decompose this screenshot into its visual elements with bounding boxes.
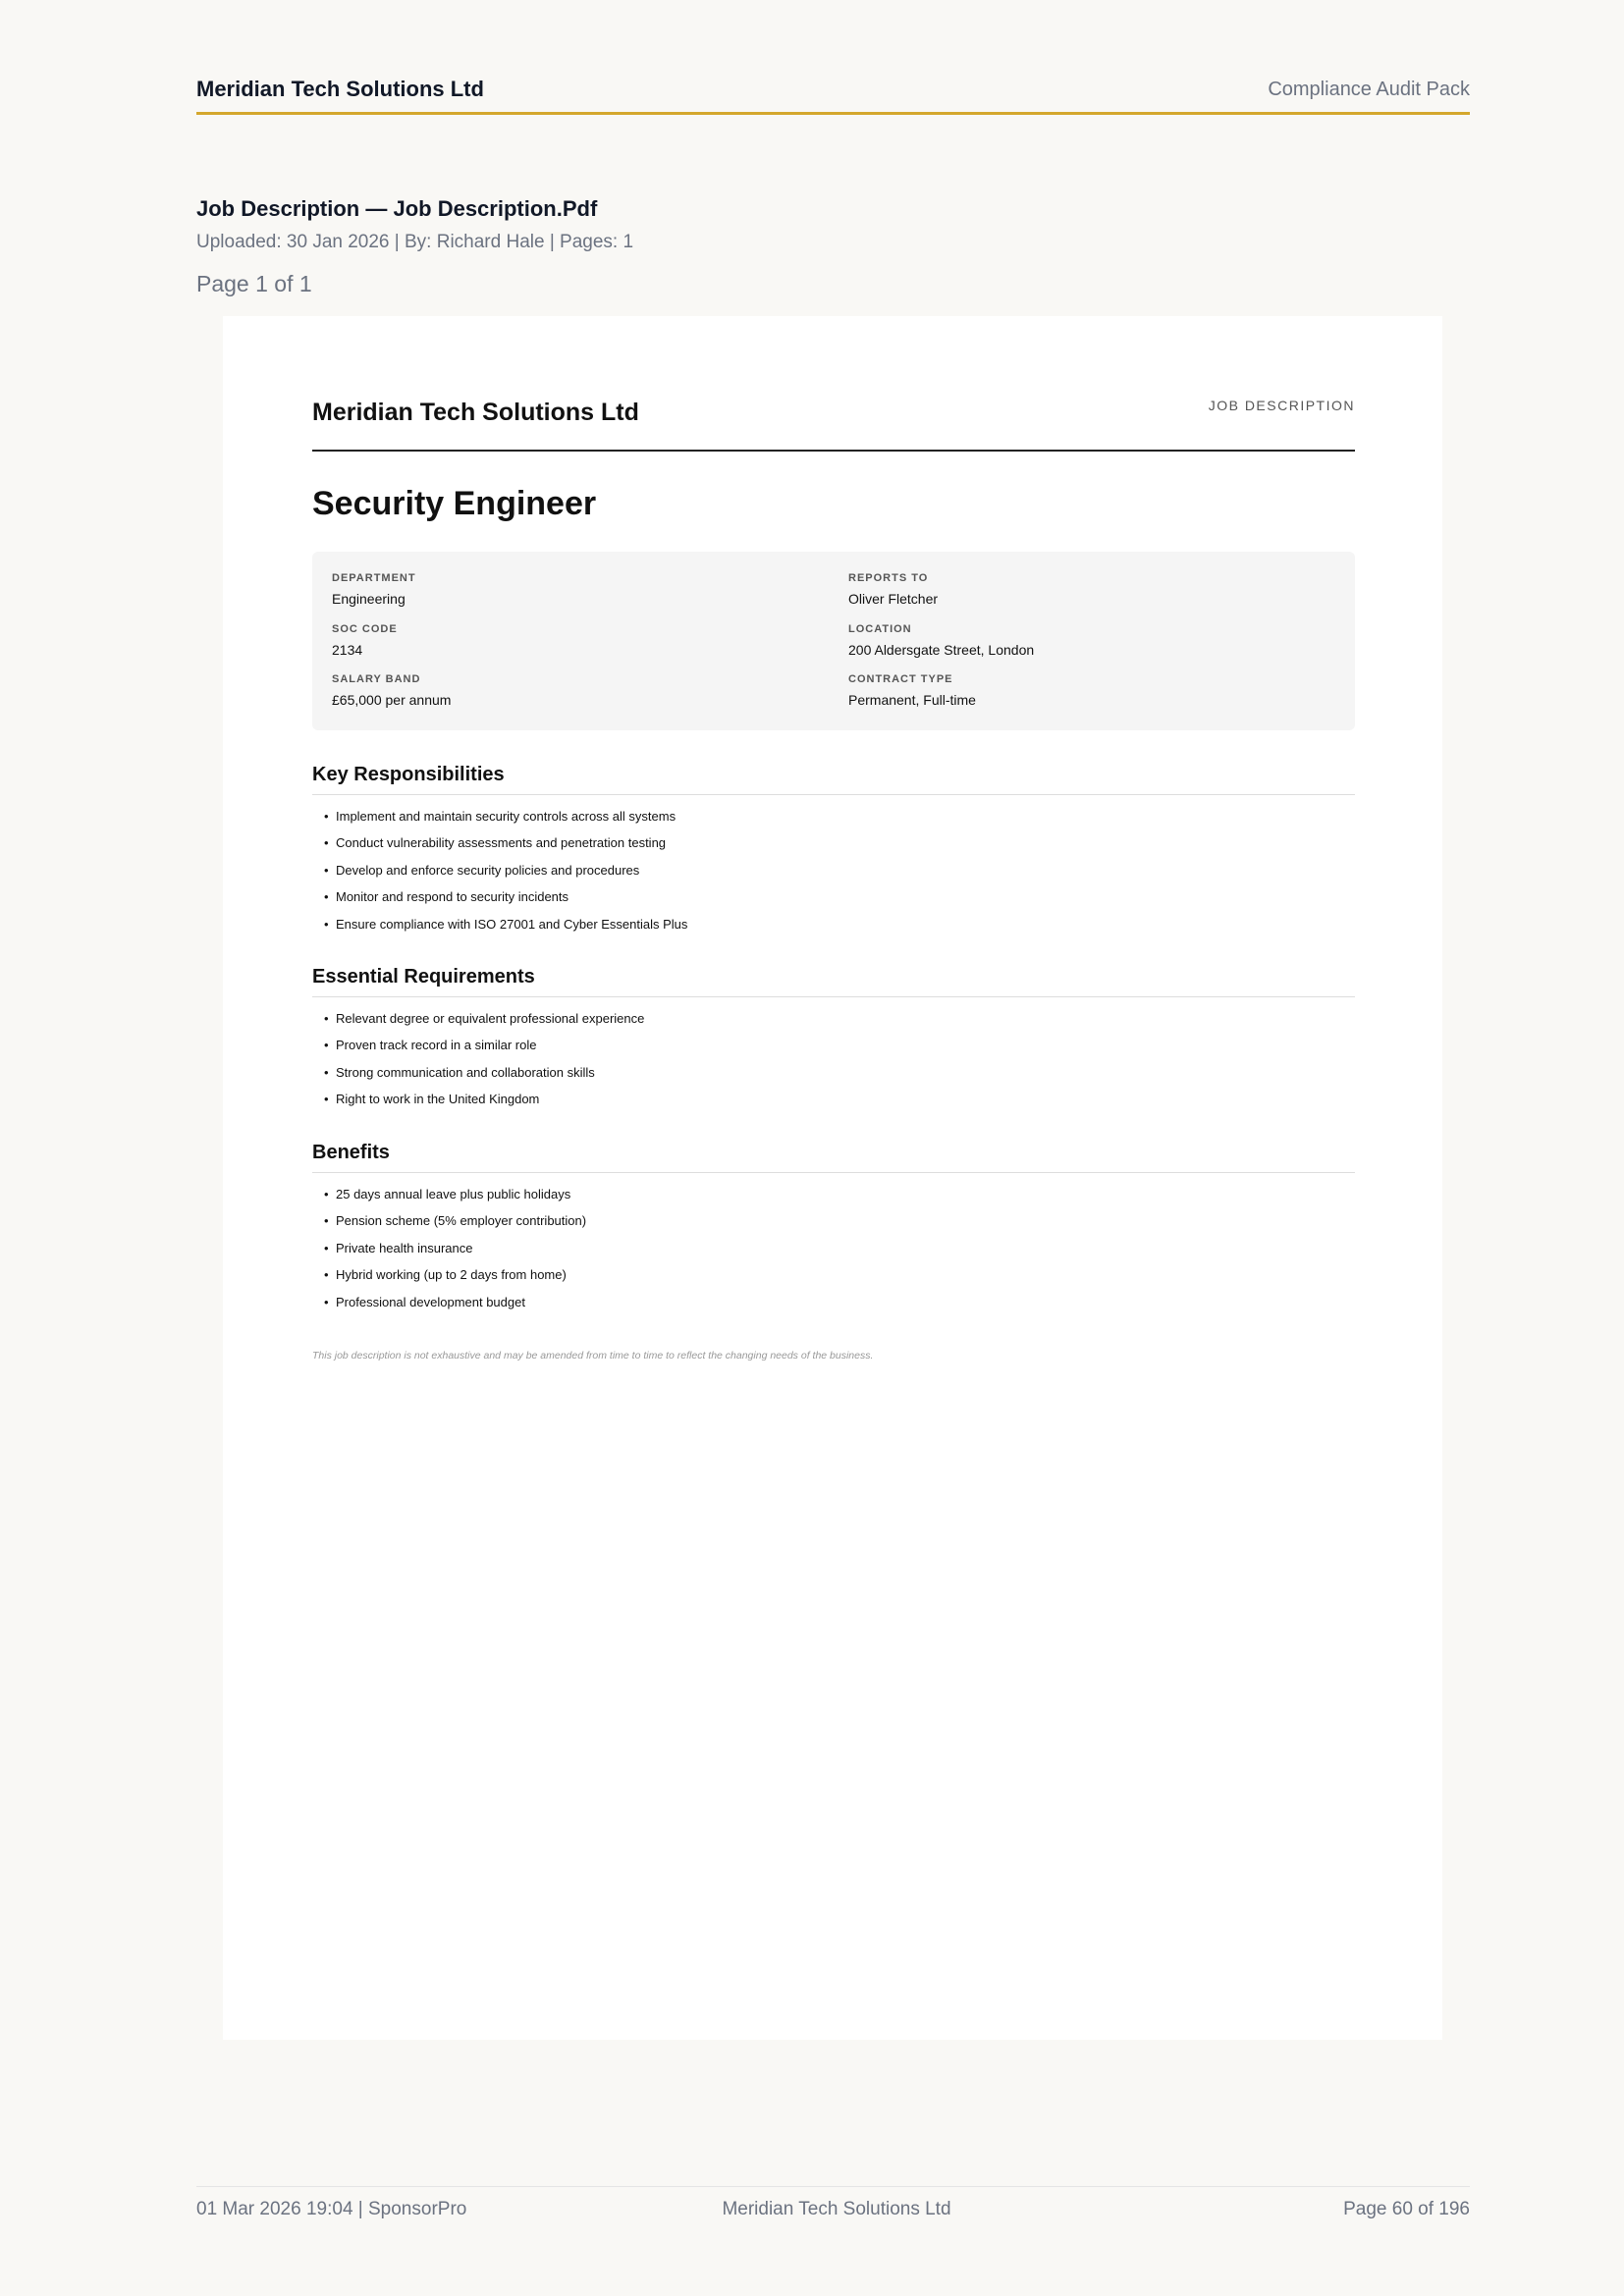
- list-item: • Develop and enforce security policies and procedures: [336, 863, 1355, 889]
- field-label: CONTRACT TYPE: [848, 673, 953, 685]
- footer-timestamp: 01 Mar 2026 19:04 | SponsorPro: [196, 2199, 467, 2219]
- footer-divider: [196, 2186, 1470, 2187]
- section-heading: Key Responsibilities: [312, 764, 1355, 795]
- field-label: SOC CODE: [332, 623, 398, 635]
- list-item: • Hybrid working (up to 2 days from home): [336, 1267, 1355, 1294]
- section-benefits: [312, 1142, 1355, 1321]
- field-label: LOCATION: [848, 623, 912, 635]
- section-essential-requirements: [312, 966, 1355, 1119]
- paper-company: Meridian Tech Solutions Ltd: [312, 399, 639, 426]
- list-item: • Conduct vulnerability assessments and penetration testing: [336, 835, 1355, 862]
- field-reports-to: [848, 572, 938, 607]
- page-indicator: Page 1 of 1: [196, 271, 312, 296]
- field-department: [332, 572, 416, 607]
- field-value: £65,000 per annum: [332, 692, 452, 708]
- section-key-responsibilities: [312, 764, 1355, 943]
- document-page: [223, 316, 1442, 2040]
- list-item: • Relevant degree or equivalent professional experience: [336, 1011, 1355, 1038]
- details-box: [312, 552, 1355, 730]
- field-value: 2134: [332, 642, 363, 658]
- list-item: • Monitor and respond to security incidents: [336, 889, 1355, 916]
- section-heading: Benefits: [312, 1142, 1355, 1173]
- field-label: DEPARTMENT: [332, 572, 416, 584]
- list-item: • Private health insurance: [336, 1241, 1355, 1267]
- list-item: • Right to work in the United Kingdom: [336, 1092, 1355, 1118]
- section-heading: Essential Requirements: [312, 966, 1355, 997]
- field-contract-type: [848, 673, 976, 708]
- list-item: • Professional development budget: [336, 1295, 1355, 1321]
- field-salary-band: [332, 673, 451, 708]
- list-item: • Proven track record in a similar role: [336, 1038, 1355, 1064]
- field-location: [848, 623, 1034, 658]
- field-soc-code: [332, 623, 398, 658]
- field-value: 200 Aldersgate Street, London: [848, 642, 1035, 658]
- disclaimer: This job description is not exhaustive and may be amended from time to time to reflect the changing needs of the business.: [312, 1350, 874, 1362]
- list-item: • Strong communication and collaboration skills: [336, 1065, 1355, 1092]
- list-item: • Ensure compliance with ISO 27001 and Cyber Essentials Plus: [336, 917, 1355, 943]
- document-meta: Uploaded: 30 Jan 2026 | By: Richard Hale | Pages: 1: [196, 232, 634, 252]
- document-title: Job Description — Job Description.Pdf: [196, 196, 598, 221]
- field-value: Engineering: [332, 591, 406, 607]
- list-item: • 25 days annual leave plus public holidays: [336, 1187, 1355, 1213]
- header-divider: [196, 112, 1470, 115]
- field-label: REPORTS TO: [848, 572, 929, 584]
- list-item: • Pension scheme (5% employer contribution): [336, 1213, 1355, 1240]
- field-value: Permanent, Full-time: [848, 692, 976, 708]
- header-company: Meridian Tech Solutions Ltd: [196, 77, 484, 101]
- field-value: Oliver Fletcher: [848, 591, 939, 607]
- list-item: • Implement and maintain security controls across all systems: [336, 809, 1355, 835]
- field-label: SALARY BAND: [332, 673, 421, 685]
- footer-page-number: Page 60 of 196: [1343, 2199, 1470, 2219]
- paper-divider: [312, 450, 1355, 452]
- header-pack-title: Compliance Audit Pack: [1268, 79, 1470, 100]
- footer-company: Meridian Tech Solutions Ltd: [722, 2199, 951, 2219]
- role-title: Security Engineer: [312, 485, 597, 522]
- paper-doc-type: JOB DESCRIPTION: [1208, 398, 1355, 413]
